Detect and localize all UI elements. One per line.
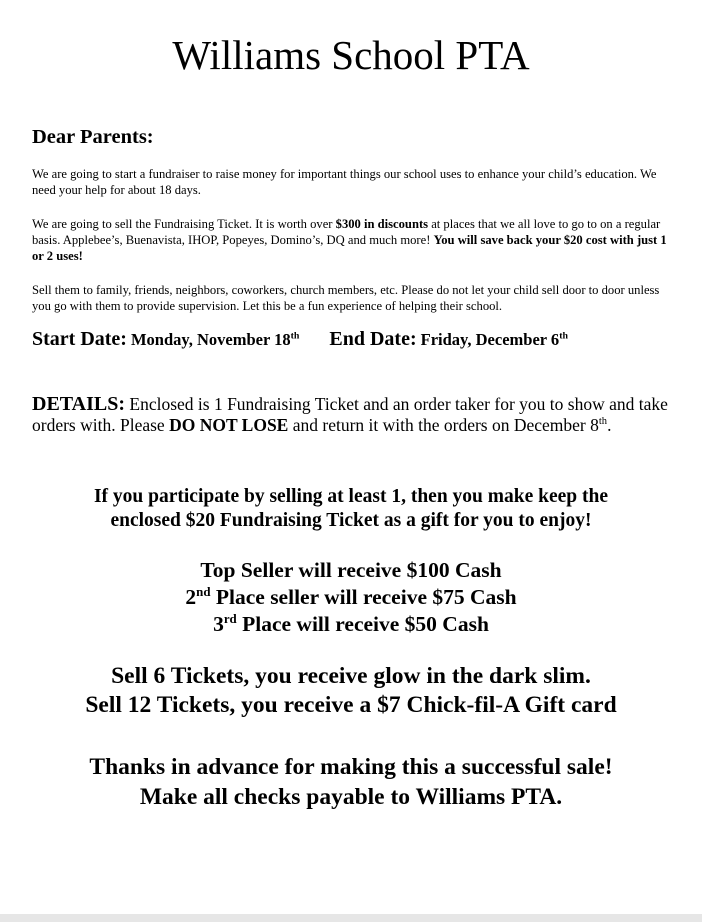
end-date-label: End Date: <box>329 328 417 350</box>
closing-line-2: Make all checks payable to Williams PTA. <box>139 784 563 810</box>
do-not-lose: DO NOT LOSE <box>169 415 289 435</box>
prize-first: Top Seller will receive $100 Cash <box>200 558 502 582</box>
details-text-2: and return it with the orders on December 8 <box>288 415 599 435</box>
participation-line-1: If you participate by selling at least 1, then you make keep the <box>93 486 609 507</box>
ticket-text-1: We are going to sell the Fundraising Ticket. It is worth over <box>32 217 336 231</box>
end-date-value <box>421 330 568 349</box>
start-date-value <box>131 330 299 349</box>
participation-note <box>0 485 702 533</box>
prize-third <box>0 611 702 638</box>
ticket-paragraph <box>32 216 672 264</box>
details-label: DETAILS: <box>32 393 125 415</box>
end-date-text: Friday, December 6 <box>420 330 560 349</box>
prize-second-suffix: nd <box>196 584 211 599</box>
details-suffix: th <box>598 416 608 428</box>
page-title: Williams School PTA <box>172 32 530 78</box>
prize-second <box>0 584 702 611</box>
ticket-text-2: at places that we all love to go to on a regular basis. Applebee’s, Buenavista, IHOP, Popeyes, Domino’s, DQ and much more! <box>32 217 661 247</box>
end-date-suffix: th <box>559 330 568 342</box>
participation-line-2: enclosed $20 Fundraising Ticket as a gift for you to enjoy! <box>110 510 592 531</box>
savings-highlight: You will save back your $20 cost with just 1 or 2 uses! <box>32 233 667 263</box>
details-paragraph <box>32 394 677 436</box>
prize-second-text: Place seller will receive $75 Cash <box>210 585 517 609</box>
prize-second-num: 2 <box>185 585 197 609</box>
start-date-suffix: th <box>290 330 300 342</box>
reward-line-2: Sell 12 Tickets, you receive a $7 Chick-fil-A Gift card <box>85 692 617 718</box>
greeting: Dear Parents: <box>32 126 154 148</box>
ticket-rewards <box>0 662 702 720</box>
start-date-text: Monday, November 18 <box>130 330 291 349</box>
safety-paragraph: Sell them to family, friends, neighbors, coworkers, church members, etc. Please do not let your child sell door to door unless you go with them to provide supervision. Let this be a fun experience of helping their school. <box>32 283 660 313</box>
closing-note <box>0 752 702 812</box>
details-text-1: Enclosed is 1 Fundraising Ticket and an order taker for you to show and take orders with. Please <box>32 394 668 435</box>
closing-line-1: Thanks in advance for making this a successful sale! <box>89 754 613 780</box>
details-text-3: . <box>607 415 612 435</box>
bottom-edge <box>0 914 702 922</box>
prize-third-text: Place will receive $50 Cash <box>236 612 489 636</box>
discount-highlight: $300 in discounts <box>335 217 429 231</box>
prize-third-num: 3 <box>213 612 224 636</box>
start-date-label: Start Date: <box>32 328 127 350</box>
sale-dates <box>32 328 568 351</box>
prize-third-suffix: rd <box>223 611 237 626</box>
intro-paragraph: We are going to start a fundraiser to raise money for important things our school uses to enhance your child’s education. We need your help for about 18 days. <box>32 167 657 197</box>
reward-line-1: Sell 6 Tickets, you receive glow in the dark slim. <box>111 663 591 689</box>
prize-list <box>0 557 702 638</box>
